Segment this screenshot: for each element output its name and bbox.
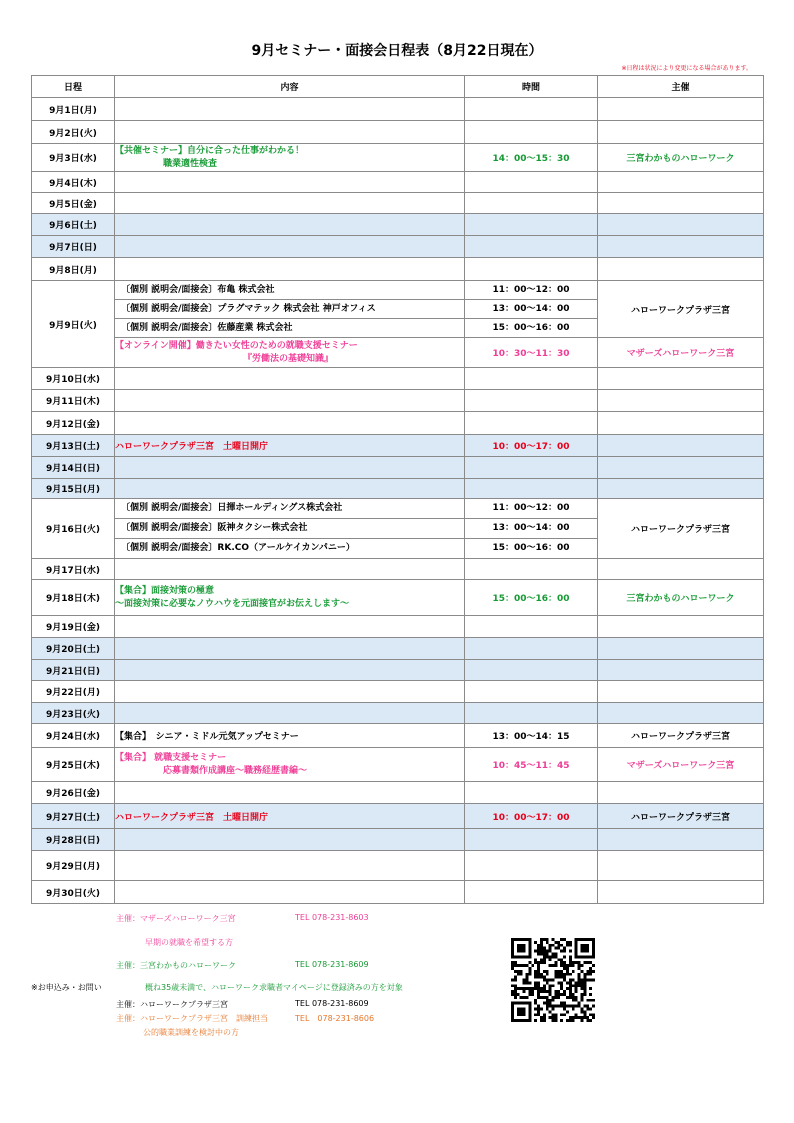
header-time: 時間 xyxy=(465,76,598,98)
content-cell xyxy=(115,214,465,236)
time-cell xyxy=(465,782,598,804)
time-cell: 14：00～15：30 xyxy=(465,144,598,172)
session-item: 〔個別 説明会/面接会〕阪神タクシー株式会社 xyxy=(115,519,464,539)
date-cell: 9月1日(月) xyxy=(32,98,115,121)
content-cell xyxy=(115,368,465,390)
organizer-cell: ハローワークプラザ三宮 xyxy=(598,804,764,829)
content-cell xyxy=(115,338,465,368)
content-cell xyxy=(115,98,465,121)
date-cell: 9月29日(月) xyxy=(32,851,115,881)
content-cell xyxy=(115,172,465,193)
table-row xyxy=(32,258,764,281)
table-row xyxy=(32,782,764,804)
time-cell xyxy=(465,258,598,281)
content-cell xyxy=(115,748,465,782)
event-title: 【オンライン開催】働きたい女性のための就職支援セミナー xyxy=(115,340,358,351)
organizer-cell xyxy=(598,193,764,214)
content-cell xyxy=(115,236,465,258)
date-cell: 9月25日(木) xyxy=(32,748,115,782)
schedule-table xyxy=(31,75,764,904)
table-row xyxy=(32,681,764,703)
table-row xyxy=(32,616,764,638)
date-cell: 9月24日(水) xyxy=(32,724,115,748)
organizer-cell xyxy=(598,390,764,412)
content-cell xyxy=(115,660,465,681)
session-time: 15：00～16：00 xyxy=(492,543,570,553)
date-cell: 9月18日(木) xyxy=(32,580,115,616)
table-row xyxy=(32,368,764,390)
date-cell: 9月15日(月) xyxy=(32,479,115,499)
date-cell: 9月16日(火) xyxy=(32,499,115,559)
organizer-cell: ハローワークプラザ三宮 xyxy=(598,724,764,748)
session-item: 〔個別 説明会/面接会〕日揮ホールディングス株式会社 xyxy=(115,499,464,519)
organizer-cell: 三宮わかものハローワーク xyxy=(598,144,764,172)
date-cell: 9月27日(土) xyxy=(32,804,115,829)
wakamono-host: 主催：三宮わかものハローワーク xyxy=(116,961,236,970)
organizer-cell xyxy=(598,412,764,435)
organizer-cell xyxy=(598,98,764,121)
session-item: 〔個別 説明会/面接会〕RK.CO（アールケイカンパニー） xyxy=(121,543,355,553)
table-row xyxy=(32,580,764,616)
table-row-weekend xyxy=(32,638,764,660)
organizer-cell: ハローワークプラザ三宮 xyxy=(598,281,764,338)
table-row-weekend xyxy=(32,479,764,499)
page-title: 9月セミナー・面接会日程表（8月22日現在） xyxy=(251,43,543,59)
mothers-host: 主催：マザーズハローワーク三宮 xyxy=(116,914,236,923)
organizer-cell xyxy=(598,703,764,724)
organizer-cell xyxy=(598,214,764,236)
table-row xyxy=(32,412,764,435)
organizer-cell xyxy=(598,782,764,804)
date-cell: 9月2日(火) xyxy=(32,121,115,144)
content-cell xyxy=(115,580,465,616)
time-cell xyxy=(465,457,598,479)
content-cell xyxy=(115,559,465,580)
table-row xyxy=(32,121,764,144)
table-row-weekend xyxy=(32,435,764,457)
table-row-weekend xyxy=(32,660,764,681)
date-cell: 9月7日(日) xyxy=(32,236,115,258)
mothers-tel: TEL 078-231-8603 xyxy=(295,913,369,922)
content-cell xyxy=(115,281,465,338)
time-cell xyxy=(465,660,598,681)
table-row-weekend xyxy=(32,214,764,236)
table-row xyxy=(32,724,764,748)
table-row xyxy=(32,144,764,172)
content-cell: ハローワークプラザ三宮 土曜日開庁 xyxy=(115,804,465,829)
time-cell: 10：00～17：00 xyxy=(465,804,598,829)
table-row xyxy=(32,851,764,881)
date-cell: 9月8日(月) xyxy=(32,258,115,281)
organizer-cell xyxy=(598,881,764,904)
header-content: 内容 xyxy=(115,76,465,98)
organizer-cell xyxy=(598,435,764,457)
organizer-cell xyxy=(598,258,764,281)
time-cell xyxy=(465,412,598,435)
time-cell xyxy=(465,881,598,904)
organizer-cell: ハローワークプラザ三宮 xyxy=(598,499,764,559)
table-row xyxy=(32,748,764,782)
time-cell xyxy=(465,616,598,638)
date-cell: 9月12日(金) xyxy=(32,412,115,435)
table-row xyxy=(32,338,764,368)
organizer-cell xyxy=(598,829,764,851)
table-row-weekend xyxy=(32,829,764,851)
wakamono-target: 概ね35歳未満で、ハローワーク求職者マイページに登録済みの方を対象 xyxy=(145,983,403,992)
mothers-target: 早期の就職を希望する方 xyxy=(145,938,233,947)
content-cell: ハローワークプラザ三宮 土曜日開庁 xyxy=(115,435,465,457)
content-cell xyxy=(115,412,465,435)
organizer-cell xyxy=(598,368,764,390)
content-cell xyxy=(115,121,465,144)
table-row-weekend xyxy=(32,236,764,258)
date-cell: 9月23日(火) xyxy=(32,703,115,724)
table-row xyxy=(32,281,764,338)
table-row xyxy=(32,559,764,580)
table-row xyxy=(32,881,764,904)
table-row xyxy=(32,172,764,193)
time-cell xyxy=(465,172,598,193)
event-subtitle: 応募書類作成講座～職務経歴書編～ xyxy=(163,765,308,776)
date-cell: 9月28日(日) xyxy=(32,829,115,851)
content-cell xyxy=(115,782,465,804)
date-cell: 9月9日(火) xyxy=(32,281,115,368)
time-cell: 10：45～11：45 xyxy=(465,748,598,782)
table-row xyxy=(32,98,764,121)
table-row xyxy=(32,390,764,412)
content-cell xyxy=(115,457,465,479)
time-cell xyxy=(465,638,598,660)
time-cell xyxy=(465,479,598,499)
time-cell xyxy=(465,851,598,881)
session-time: 13：00～14：00 xyxy=(465,300,597,319)
header-organizer: 主催 xyxy=(598,76,764,98)
organizer-cell: マザーズハローワーク三宮 xyxy=(598,338,764,368)
time-cell xyxy=(465,703,598,724)
date-cell: 9月22日(月) xyxy=(32,681,115,703)
event-title: 【集合】 就職支援セミナー xyxy=(115,752,227,763)
date-cell: 9月17日(水) xyxy=(32,559,115,580)
session-time: 11：00～12：00 xyxy=(465,281,597,300)
time-cell: 13：00～14：15 xyxy=(465,724,598,748)
content-cell xyxy=(115,638,465,660)
organizer-cell xyxy=(598,559,764,580)
date-cell: 9月6日(土) xyxy=(32,214,115,236)
content-cell xyxy=(115,193,465,214)
organizer-cell xyxy=(598,616,764,638)
time-cell xyxy=(465,681,598,703)
content-cell xyxy=(115,681,465,703)
table-row-weekend xyxy=(32,457,764,479)
time-cell: 15：00～16：00 xyxy=(465,580,598,616)
organizer-cell: マザーズハローワーク三宮 xyxy=(598,748,764,782)
session-item: 〔個別 説明会/面接会〕佐藤産業 株式会社 xyxy=(121,323,293,333)
date-cell: 9月10日(水) xyxy=(32,368,115,390)
content-cell xyxy=(115,851,465,881)
date-cell: 9月26日(金) xyxy=(32,782,115,804)
table-row xyxy=(32,193,764,214)
table-row xyxy=(32,499,764,559)
event-subtitle: ～面接対策に必要なノウハウを元面接官がお伝えします～ xyxy=(115,598,350,609)
session-time: 11：00～12：00 xyxy=(465,499,597,519)
time-cell xyxy=(465,121,598,144)
event-title: 【共催セミナー】自分に合った仕事がわかる！ xyxy=(115,145,305,156)
table-row-weekend xyxy=(32,703,764,724)
event-subtitle: 『労働法の基礎知識』 xyxy=(243,353,334,364)
date-cell: 9月14日(日) xyxy=(32,457,115,479)
date-cell: 9月4日(木) xyxy=(32,172,115,193)
date-cell: 9月3日(水) xyxy=(32,144,115,172)
organizer-cell xyxy=(598,121,764,144)
organizer-cell xyxy=(598,457,764,479)
content-cell: 【集合】 シニア・ミドル元気アップセミナー xyxy=(115,724,465,748)
date-cell: 9月11日(木) xyxy=(32,390,115,412)
date-cell: 9月5日(金) xyxy=(32,193,115,214)
organizer-cell xyxy=(598,236,764,258)
training-target: 公的職業訓練を検討中の方 xyxy=(143,1028,239,1037)
organizer-cell xyxy=(598,479,764,499)
event-title: 【集合】面接対策の極意 xyxy=(115,585,215,596)
date-cell: 9月30日(火) xyxy=(32,881,115,904)
plaza-host: 主催：ハローワークプラザ三宮 xyxy=(116,1000,228,1009)
organizer-cell xyxy=(598,681,764,703)
date-cell: 9月13日(土) xyxy=(32,435,115,457)
content-cell xyxy=(115,881,465,904)
content-cell xyxy=(115,499,465,559)
content-cell xyxy=(115,829,465,851)
date-cell: 9月21日(日) xyxy=(32,660,115,681)
training-host: 主催：ハローワークプラザ三宮 訓練担当 xyxy=(116,1014,268,1023)
plaza-tel: TEL 078-231-8609 xyxy=(295,999,369,1008)
organizer-cell: 三宮わかものハローワーク xyxy=(598,580,764,616)
date-cell: 9月19日(金) xyxy=(32,616,115,638)
organizer-cell xyxy=(598,851,764,881)
organizer-cell xyxy=(598,660,764,681)
time-cell xyxy=(465,214,598,236)
event-subtitle: 職業適性検査 xyxy=(163,158,218,169)
session-time: 15：00～16：00 xyxy=(492,323,570,333)
time-cell xyxy=(465,368,598,390)
session-time: 13：00～14：00 xyxy=(465,519,597,539)
qr-code-icon[interactable] xyxy=(509,938,597,1022)
inquiry-label: ※お申込み・お問い xyxy=(31,983,102,992)
date-cell: 9月20日(土) xyxy=(32,638,115,660)
organizer-cell xyxy=(598,638,764,660)
schedule-change-note: ※日程は状況により変更になる場合があります。 xyxy=(621,65,752,72)
content-cell xyxy=(115,703,465,724)
content-cell xyxy=(115,616,465,638)
wakamono-tel: TEL 078-231-8609 xyxy=(295,960,369,969)
time-cell xyxy=(465,390,598,412)
content-cell xyxy=(115,479,465,499)
content-cell xyxy=(115,258,465,281)
time-cell xyxy=(465,236,598,258)
time-cell xyxy=(465,98,598,121)
session-item: 〔個別 説明会/面接会〕布亀 株式会社 xyxy=(115,281,464,300)
content-cell xyxy=(115,144,465,172)
time-cell xyxy=(465,499,598,559)
session-item: 〔個別 説明会/面接会〕プラグマテック 株式会社 神戸オフィス xyxy=(115,300,464,319)
time-cell xyxy=(465,193,598,214)
time-cell: 10：00～17：00 xyxy=(465,435,598,457)
content-cell xyxy=(115,390,465,412)
training-tel: TEL 078-231-8606 xyxy=(295,1014,375,1023)
table-row-weekend xyxy=(32,804,764,829)
time-cell xyxy=(465,281,598,338)
time-cell: 10：30～11：30 xyxy=(465,338,598,368)
table-header-row xyxy=(32,76,764,98)
organizer-cell xyxy=(598,172,764,193)
header-date: 日程 xyxy=(32,76,115,98)
time-cell xyxy=(465,559,598,580)
time-cell xyxy=(465,829,598,851)
